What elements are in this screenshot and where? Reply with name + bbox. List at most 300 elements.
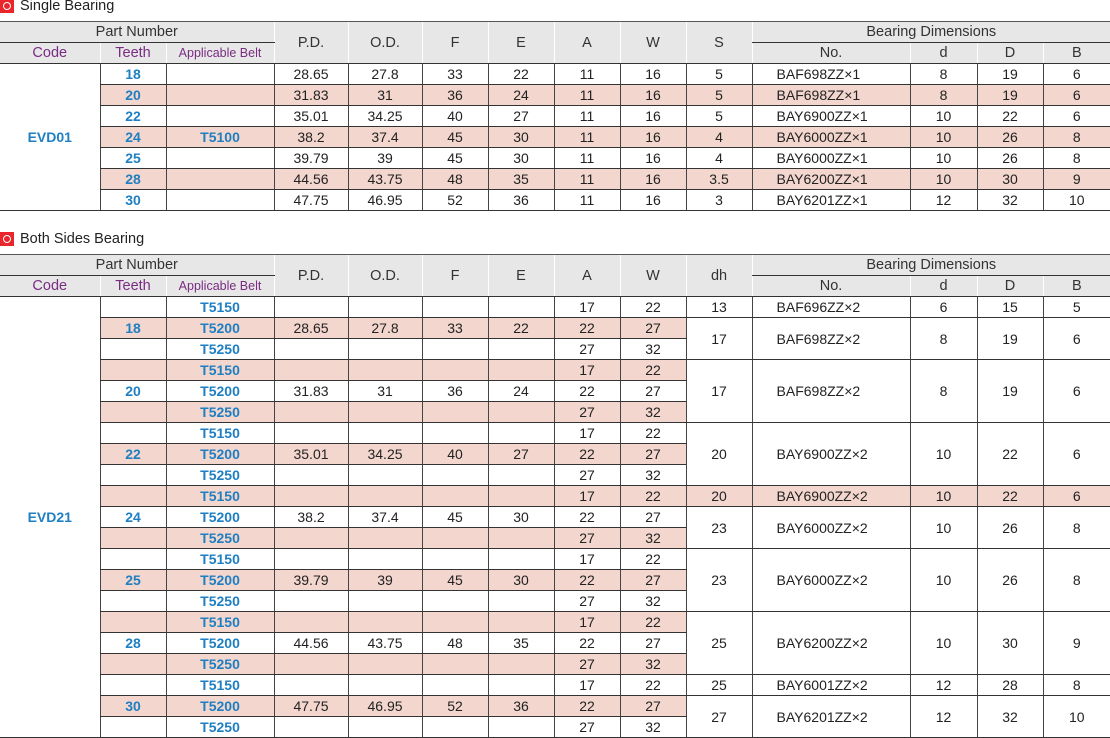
pd-cell-empty: [274, 612, 348, 633]
f-cell: 36: [422, 85, 488, 106]
dh-cell: 25: [686, 675, 752, 696]
w-cell: 16: [620, 106, 686, 127]
e-cell: 27: [488, 106, 554, 127]
f-cell: 36: [422, 381, 488, 402]
teeth-cell-empty: [100, 549, 166, 570]
d-small-cell: 8: [910, 318, 977, 360]
pd-cell: 31.83: [274, 85, 348, 106]
code-cell: EVD01: [0, 64, 100, 211]
teeth-cell-empty: [100, 486, 166, 507]
header-f: F: [422, 255, 488, 297]
e-cell: 22: [488, 64, 554, 85]
b-cell: 9: [1043, 169, 1110, 190]
f-cell: 40: [422, 106, 488, 127]
header-od: O.D.: [348, 22, 422, 64]
od-cell: 39: [348, 148, 422, 169]
e-cell: 30: [488, 507, 554, 528]
a-cell: 17: [554, 549, 620, 570]
e-cell: 22: [488, 318, 554, 339]
d-small-cell: 10: [910, 106, 977, 127]
header-bearing-dimensions: Bearing Dimensions: [752, 255, 1110, 276]
pd-cell-empty: [274, 465, 348, 486]
d-small-cell: 12: [910, 190, 977, 211]
pd-cell-empty: [274, 423, 348, 444]
w-cell: 16: [620, 190, 686, 211]
od-cell: 27.8: [348, 64, 422, 85]
e-cell-empty: [488, 528, 554, 549]
pd-cell: 44.56: [274, 169, 348, 190]
pd-cell: 28.65: [274, 64, 348, 85]
s-cell: 4: [686, 127, 752, 148]
f-cell-empty: [422, 528, 488, 549]
header-teeth: Teeth: [100, 276, 166, 297]
d-small-cell: 10: [910, 423, 977, 486]
w-cell: 22: [620, 360, 686, 381]
w-cell: 22: [620, 675, 686, 696]
od-cell: 43.75: [348, 633, 422, 654]
d-small-cell: 8: [910, 360, 977, 423]
header-no: No.: [752, 276, 910, 297]
table-row: [0, 318, 1110, 339]
e-cell-empty: [488, 423, 554, 444]
dh-cell: 20: [686, 486, 752, 507]
code-cell: EVD21: [0, 297, 100, 738]
belt-cell: T5250: [166, 528, 274, 549]
od-cell-empty: [348, 612, 422, 633]
w-cell: 27: [620, 318, 686, 339]
header-no: No.: [752, 43, 910, 64]
header-e: E: [488, 22, 554, 64]
od-cell: 31: [348, 381, 422, 402]
teeth-cell: 28: [100, 169, 166, 190]
f-cell: 40: [422, 444, 488, 465]
belt-cell: T5200: [166, 696, 274, 717]
d-large-cell: 22: [977, 106, 1043, 127]
w-cell: 16: [620, 127, 686, 148]
d-small-cell: 10: [910, 127, 977, 148]
b-cell: 6: [1043, 64, 1110, 85]
d-small-cell: 10: [910, 169, 977, 190]
b-cell: 8: [1043, 549, 1110, 612]
s-cell: 3.5: [686, 169, 752, 190]
e-cell-empty: [488, 612, 554, 633]
header-a: A: [554, 22, 620, 64]
belt-cell: T5150: [166, 549, 274, 570]
teeth-cell-empty: [100, 465, 166, 486]
dh-cell: 17: [686, 318, 752, 360]
d-large-cell: 32: [977, 190, 1043, 211]
bearing-no-cell: BAY6201ZZ×1: [752, 190, 910, 211]
table-row: [0, 297, 1110, 318]
belt-cell: T5150: [166, 297, 274, 318]
belt-cell: T5200: [166, 507, 274, 528]
dh-cell: 17: [686, 360, 752, 423]
d-large-cell: 26: [977, 549, 1043, 612]
od-cell: 37.4: [348, 507, 422, 528]
w-cell: 16: [620, 85, 686, 106]
header-f: F: [422, 22, 488, 64]
a-cell: 27: [554, 339, 620, 360]
f-cell: 45: [422, 570, 488, 591]
bearing-no-cell: BAY6000ZZ×2: [752, 549, 910, 612]
teeth-cell-empty: [100, 339, 166, 360]
w-cell: 16: [620, 148, 686, 169]
a-cell: 22: [554, 633, 620, 654]
pd-cell: 35.01: [274, 444, 348, 465]
pd-cell: 38.2: [274, 127, 348, 148]
od-cell-empty: [348, 465, 422, 486]
d-small-cell: 10: [910, 507, 977, 549]
header-a: A: [554, 255, 620, 297]
e-cell: 35: [488, 169, 554, 190]
section-title-single-text: Single Bearing: [20, 0, 115, 14]
f-cell-empty: [422, 465, 488, 486]
b-cell: 6: [1043, 486, 1110, 507]
a-cell: 27: [554, 717, 620, 738]
w-cell: 32: [620, 591, 686, 612]
bearing-no-cell: BAF698ZZ×2: [752, 360, 910, 423]
header-b: B: [1043, 276, 1110, 297]
e-cell-empty: [488, 465, 554, 486]
header-applicable-belt: Applicable Belt: [166, 43, 274, 64]
w-cell: 32: [620, 402, 686, 423]
table-row: [0, 169, 1110, 190]
f-cell: 45: [422, 127, 488, 148]
bearing-no-cell: BAY6900ZZ×2: [752, 486, 910, 507]
e-cell-empty: [488, 339, 554, 360]
od-cell-empty: [348, 591, 422, 612]
teeth-cell-empty: [100, 360, 166, 381]
teeth-cell: 28: [100, 633, 166, 654]
w-cell: 22: [620, 423, 686, 444]
section-title-both-text: Both Sides Bearing: [20, 231, 145, 247]
b-cell: 10: [1043, 696, 1110, 738]
f-cell-empty: [422, 717, 488, 738]
belt-cell: T5250: [166, 654, 274, 675]
a-cell: 17: [554, 612, 620, 633]
belt-cell: T5150: [166, 612, 274, 633]
e-cell: 30: [488, 127, 554, 148]
e-cell: 35: [488, 633, 554, 654]
a-cell: 22: [554, 444, 620, 465]
od-cell: 37.4: [348, 127, 422, 148]
f-cell: 48: [422, 633, 488, 654]
od-cell-empty: [348, 675, 422, 696]
teeth-cell-empty: [100, 423, 166, 444]
teeth-cell-empty: [100, 675, 166, 696]
bearing-no-cell: BAY6900ZZ×1: [752, 106, 910, 127]
bearing-no-cell: BAY6200ZZ×2: [752, 612, 910, 675]
bearing-no-cell: BAF698ZZ×1: [752, 85, 910, 106]
f-cell: 45: [422, 148, 488, 169]
b-cell: 6: [1043, 423, 1110, 486]
bearing-no-cell: BAY6900ZZ×2: [752, 423, 910, 486]
e-cell: 36: [488, 696, 554, 717]
bearing-no-cell: BAY6200ZZ×1: [752, 169, 910, 190]
s-cell: 5: [686, 64, 752, 85]
belt-cell: T5200: [166, 444, 274, 465]
a-cell: 27: [554, 402, 620, 423]
section-title-both: [0, 229, 144, 249]
b-cell: 8: [1043, 675, 1110, 696]
d-small-cell: 10: [910, 148, 977, 169]
e-cell-empty: [488, 654, 554, 675]
header-d-large: D: [977, 276, 1043, 297]
e-cell-empty: [488, 717, 554, 738]
a-cell: 11: [554, 148, 620, 169]
b-cell: 5: [1043, 297, 1110, 318]
pd-cell: 44.56: [274, 633, 348, 654]
belt-cell: T5250: [166, 402, 274, 423]
w-cell: 16: [620, 64, 686, 85]
b-cell: 6: [1043, 360, 1110, 423]
bearing-no-cell: BAY6001ZZ×2: [752, 675, 910, 696]
w-cell: 32: [620, 654, 686, 675]
header-d-small: d: [910, 276, 977, 297]
f-cell: 52: [422, 696, 488, 717]
d-small-cell: 10: [910, 549, 977, 612]
d-large-cell: 26: [977, 507, 1043, 549]
pd-cell-empty: [274, 528, 348, 549]
header-part-number: Part Number: [0, 255, 274, 276]
table-row: [0, 675, 1110, 696]
teeth-cell-empty: [100, 612, 166, 633]
e-cell: 30: [488, 148, 554, 169]
teeth-cell: 30: [100, 190, 166, 211]
w-cell: 27: [620, 633, 686, 654]
table-row: [0, 85, 1110, 106]
a-cell: 11: [554, 85, 620, 106]
b-cell: 6: [1043, 318, 1110, 360]
w-cell: 27: [620, 507, 686, 528]
od-cell: 46.95: [348, 696, 422, 717]
e-cell: 36: [488, 190, 554, 211]
f-cell: 45: [422, 507, 488, 528]
pd-cell: 47.75: [274, 190, 348, 211]
belt-cell-empty: [166, 64, 274, 85]
belt-cell: T5200: [166, 381, 274, 402]
a-cell: 17: [554, 297, 620, 318]
od-cell-empty: [348, 339, 422, 360]
header-dh: dh: [686, 255, 752, 297]
table-row: [0, 190, 1110, 211]
table-row: [0, 612, 1110, 633]
s-cell: 5: [686, 106, 752, 127]
f-cell-empty: [422, 297, 488, 318]
w-cell: 22: [620, 612, 686, 633]
f-cell-empty: [422, 486, 488, 507]
table-row: [0, 696, 1110, 717]
teeth-cell-empty: [100, 297, 166, 318]
bearing-no-cell: BAF698ZZ×1: [752, 64, 910, 85]
belt-cell-empty: [166, 148, 274, 169]
belt-cell-empty: [166, 106, 274, 127]
header-d-large: D: [977, 43, 1043, 64]
d-large-cell: 15: [977, 297, 1043, 318]
d-small-cell: 10: [910, 486, 977, 507]
b-cell: 6: [1043, 106, 1110, 127]
belt-cell: T5150: [166, 675, 274, 696]
bearing-no-cell: BAY6000ZZ×2: [752, 507, 910, 549]
od-cell-empty: [348, 654, 422, 675]
od-cell-empty: [348, 717, 422, 738]
pd-cell: 38.2: [274, 507, 348, 528]
belt-cell: T5150: [166, 423, 274, 444]
table-row: [0, 423, 1110, 444]
pd-cell-empty: [274, 486, 348, 507]
d-large-cell: 30: [977, 169, 1043, 190]
pd-cell-empty: [274, 675, 348, 696]
teeth-cell: 20: [100, 381, 166, 402]
e-cell-empty: [488, 360, 554, 381]
a-cell: 22: [554, 696, 620, 717]
b-cell: 8: [1043, 148, 1110, 169]
w-cell: 32: [620, 528, 686, 549]
teeth-cell: 25: [100, 148, 166, 169]
e-cell-empty: [488, 486, 554, 507]
belt-cell: T5200: [166, 633, 274, 654]
d-large-cell: 19: [977, 360, 1043, 423]
bearing-no-cell: BAY6000ZZ×1: [752, 127, 910, 148]
d-small-cell: 10: [910, 612, 977, 675]
circle-bullet-icon: [0, 0, 14, 13]
e-cell-empty: [488, 549, 554, 570]
d-small-cell: 8: [910, 64, 977, 85]
w-cell: 32: [620, 717, 686, 738]
a-cell: 17: [554, 360, 620, 381]
header-applicable-belt: Applicable Belt: [166, 276, 274, 297]
single-bearing-table: [0, 21, 1110, 211]
e-cell: 27: [488, 444, 554, 465]
d-large-cell: 19: [977, 85, 1043, 106]
header-bearing-dimensions: Bearing Dimensions: [752, 22, 1110, 43]
pd-cell-empty: [274, 591, 348, 612]
d-small-cell: 8: [910, 85, 977, 106]
od-cell-empty: [348, 549, 422, 570]
f-cell: 33: [422, 64, 488, 85]
header-b: B: [1043, 43, 1110, 64]
b-cell: 9: [1043, 612, 1110, 675]
od-cell-empty: [348, 423, 422, 444]
belt-cell-empty: [166, 190, 274, 211]
a-cell: 27: [554, 465, 620, 486]
teeth-cell: 22: [100, 444, 166, 465]
header-pd: P.D.: [274, 22, 348, 64]
a-cell: 22: [554, 507, 620, 528]
od-cell-empty: [348, 360, 422, 381]
f-cell-empty: [422, 675, 488, 696]
pd-cell-empty: [274, 717, 348, 738]
pd-cell-empty: [274, 402, 348, 423]
pd-cell-empty: [274, 339, 348, 360]
belt-cell: T5200: [166, 570, 274, 591]
teeth-cell: 20: [100, 85, 166, 106]
w-cell: 32: [620, 339, 686, 360]
pd-cell: 35.01: [274, 106, 348, 127]
header-w: W: [620, 22, 686, 64]
a-cell: 22: [554, 318, 620, 339]
table-row: [0, 106, 1110, 127]
e-cell: 30: [488, 570, 554, 591]
teeth-cell: 18: [100, 64, 166, 85]
a-cell: 11: [554, 106, 620, 127]
belt-cell: T5100: [166, 127, 274, 148]
belt-cell-empty: [166, 85, 274, 106]
od-cell-empty: [348, 486, 422, 507]
w-cell: 27: [620, 381, 686, 402]
header-code: Code: [0, 43, 100, 64]
header-pd: P.D.: [274, 255, 348, 297]
od-cell: 46.95: [348, 190, 422, 211]
pd-cell: 39.79: [274, 570, 348, 591]
teeth-cell-empty: [100, 654, 166, 675]
w-cell: 22: [620, 549, 686, 570]
teeth-cell-empty: [100, 528, 166, 549]
belt-cell: T5250: [166, 591, 274, 612]
belt-cell-empty: [166, 169, 274, 190]
dh-cell: 27: [686, 696, 752, 738]
section-title-single: [0, 0, 114, 16]
teeth-cell: 22: [100, 106, 166, 127]
b-cell: 6: [1043, 85, 1110, 106]
d-large-cell: 26: [977, 148, 1043, 169]
both-sides-bearing-table: [0, 254, 1110, 738]
od-cell: 27.8: [348, 318, 422, 339]
belt-cell: T5250: [166, 717, 274, 738]
f-cell: 48: [422, 169, 488, 190]
belt-cell: T5150: [166, 360, 274, 381]
e-cell-empty: [488, 297, 554, 318]
teeth-cell: 18: [100, 318, 166, 339]
a-cell: 27: [554, 591, 620, 612]
bearing-no-cell: BAY6201ZZ×2: [752, 696, 910, 738]
s-cell: 3: [686, 190, 752, 211]
teeth-cell-empty: [100, 717, 166, 738]
table-row: [0, 360, 1110, 381]
pd-cell-empty: [274, 297, 348, 318]
a-cell: 17: [554, 486, 620, 507]
a-cell: 17: [554, 675, 620, 696]
a-cell: 11: [554, 190, 620, 211]
table-row: [0, 486, 1110, 507]
d-large-cell: 19: [977, 64, 1043, 85]
dh-cell: 23: [686, 549, 752, 612]
w-cell: 27: [620, 570, 686, 591]
f-cell-empty: [422, 654, 488, 675]
od-cell: 34.25: [348, 106, 422, 127]
pd-cell-empty: [274, 549, 348, 570]
a-cell: 17: [554, 423, 620, 444]
circle-bullet-icon: [0, 232, 14, 246]
a-cell: 22: [554, 570, 620, 591]
d-small-cell: 12: [910, 675, 977, 696]
teeth-cell-empty: [100, 591, 166, 612]
f-cell: 33: [422, 318, 488, 339]
table-row: [0, 507, 1110, 528]
d-large-cell: 30: [977, 612, 1043, 675]
teeth-cell-empty: [100, 402, 166, 423]
w-cell: 22: [620, 297, 686, 318]
a-cell: 27: [554, 654, 620, 675]
header-teeth: Teeth: [100, 43, 166, 64]
teeth-cell: 24: [100, 127, 166, 148]
teeth-cell: 30: [100, 696, 166, 717]
e-cell-empty: [488, 675, 554, 696]
w-cell: 16: [620, 169, 686, 190]
bearing-no-cell: BAF696ZZ×2: [752, 297, 910, 318]
header-part-number: Part Number: [0, 22, 274, 43]
d-small-cell: 12: [910, 696, 977, 738]
